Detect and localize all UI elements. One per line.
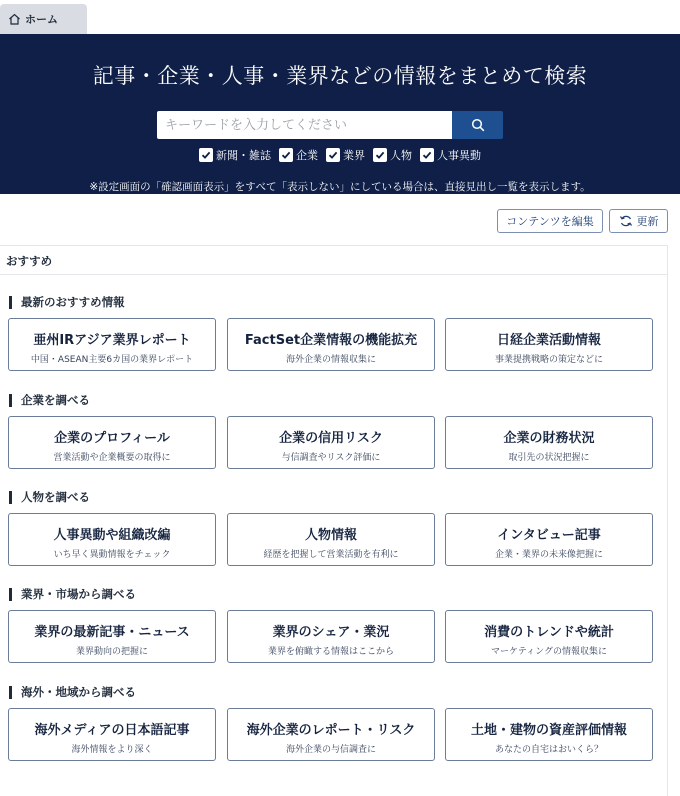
- card-personnel-changes[interactable]: [8, 513, 216, 566]
- card-title: インタビュー記事: [497, 528, 601, 543]
- card-subtitle: 事業提携戦略の策定などに: [494, 355, 603, 365]
- section-title: 企業を調べる: [9, 394, 90, 407]
- section-title: 海外・地域から調べる: [9, 686, 136, 699]
- filter-companies[interactable]: [279, 147, 318, 163]
- card-credit-risk[interactable]: [227, 416, 435, 469]
- search-input[interactable]: [157, 111, 452, 139]
- card-title: 日経企業活動情報: [496, 333, 601, 348]
- card-person-info[interactable]: [227, 513, 435, 566]
- recommend-panel: [0, 245, 668, 796]
- card-subtitle: いち早く異動情報をチェック: [53, 550, 171, 560]
- filter-label: 人物: [390, 149, 412, 162]
- card-title: 消費のトレンドや統計: [484, 625, 614, 640]
- card-subtitle: 業界を俯瞰する情報はここから: [267, 647, 394, 657]
- refresh-label: 更新: [636, 216, 659, 228]
- edit-content-button[interactable]: コンテンツを編集: [497, 209, 603, 233]
- search-bar: [157, 111, 503, 139]
- card-subtitle: 海外企業の情報収集に: [285, 355, 376, 365]
- card-title: 企業の信用リスク: [279, 431, 383, 446]
- refresh-button[interactable]: [609, 209, 668, 233]
- card-subtitle: 海外企業の与信調査に: [285, 745, 376, 755]
- search-hero: [0, 34, 680, 194]
- card-company-profile[interactable]: [8, 416, 216, 469]
- tab-bar: [0, 0, 680, 34]
- filter-label: 人事異動: [437, 149, 481, 162]
- card-subtitle: 営業活動や企業概要の取得に: [53, 453, 171, 463]
- card-subtitle: 経歴を把握して営業活動を有利に: [263, 550, 399, 560]
- checkbox-checked-icon: [373, 148, 387, 162]
- search-note: ※設定画面の「確認画面表示」をすべて「表示しない」にしている場合は、直接見出し一覧を表示します。: [89, 181, 591, 193]
- filter-industries[interactable]: [326, 147, 365, 163]
- card-title: 企業のプロフィール: [54, 431, 170, 446]
- card-title: FactSet企業情報の機能拡充: [244, 333, 418, 348]
- tab-home-label: ホーム: [25, 13, 58, 26]
- card-property-valuation[interactable]: [445, 708, 653, 761]
- checkbox-checked-icon: [199, 148, 213, 162]
- card-title: 業界のシェア・業況: [272, 625, 390, 640]
- card-subtitle: マーケティングの情報収集に: [491, 647, 607, 657]
- panel-title: おすすめ: [6, 254, 53, 268]
- card-overseas-reports[interactable]: [227, 708, 435, 761]
- card-industry-news[interactable]: [8, 610, 216, 663]
- card-subtitle: あなたの自宅はおいくら？: [494, 745, 603, 755]
- home-icon: [8, 13, 21, 25]
- card-subtitle: 中国・ASEAN主要6カ国の業界レポート: [30, 355, 194, 365]
- refresh-icon: [619, 214, 633, 228]
- section-title: 人物を調べる: [9, 491, 90, 504]
- card-interviews[interactable]: [445, 513, 653, 566]
- card-title: 土地・建物の資産評価情報: [470, 723, 627, 738]
- hero-title: 記事・企業・人事・業界などの情報をまとめて検索: [92, 64, 588, 88]
- search-filters: [0, 147, 680, 163]
- filter-people[interactable]: [373, 147, 412, 163]
- card-title: 業界の最新記事・ニュース: [34, 625, 190, 640]
- card-subtitle: 業界動向の把握に: [75, 647, 148, 657]
- search-icon: [471, 118, 485, 132]
- card-subtitle: 与信調査やリスク評価に: [281, 453, 381, 463]
- tab-home[interactable]: [0, 4, 87, 34]
- card-title: 海外企業のレポート・リスク: [246, 723, 416, 738]
- section-title: 業界・市場から調べる: [9, 588, 136, 601]
- card-title: 海外メディアの日本語記事: [34, 723, 190, 738]
- section-title: 最新のおすすめ情報: [9, 296, 125, 309]
- card-subtitle: 企業・業界の未来像把握に: [494, 550, 603, 560]
- card-title: 人事異動や組織改編: [53, 528, 171, 543]
- card-overseas-media[interactable]: [8, 708, 216, 761]
- divider: [0, 274, 667, 275]
- card-title: 亜州IRアジア業界レポート: [33, 333, 191, 348]
- filter-label: 新聞・雑誌: [216, 149, 271, 162]
- card-subtitle: 海外情報をより深く: [71, 745, 153, 755]
- checkbox-checked-icon: [420, 148, 434, 162]
- checkbox-checked-icon: [279, 148, 293, 162]
- filter-label: 業界: [343, 149, 365, 162]
- card-consumer-trends[interactable]: [445, 610, 653, 663]
- card-title: 企業の財務状況: [503, 431, 595, 446]
- card-asia-ir-report[interactable]: [8, 318, 216, 371]
- filter-label: 企業: [296, 149, 318, 162]
- card-factset[interactable]: [227, 318, 435, 371]
- filter-newspapers[interactable]: [199, 147, 271, 163]
- filter-personnel-changes[interactable]: [420, 147, 481, 163]
- card-title: 人物情報: [304, 528, 357, 543]
- card-financial-status[interactable]: [445, 416, 653, 469]
- card-nikkei-activity[interactable]: [445, 318, 653, 371]
- card-industry-share[interactable]: [227, 610, 435, 663]
- checkbox-checked-icon: [326, 148, 340, 162]
- search-button[interactable]: [452, 111, 503, 139]
- card-subtitle: 取引先の状況把握に: [508, 453, 590, 463]
